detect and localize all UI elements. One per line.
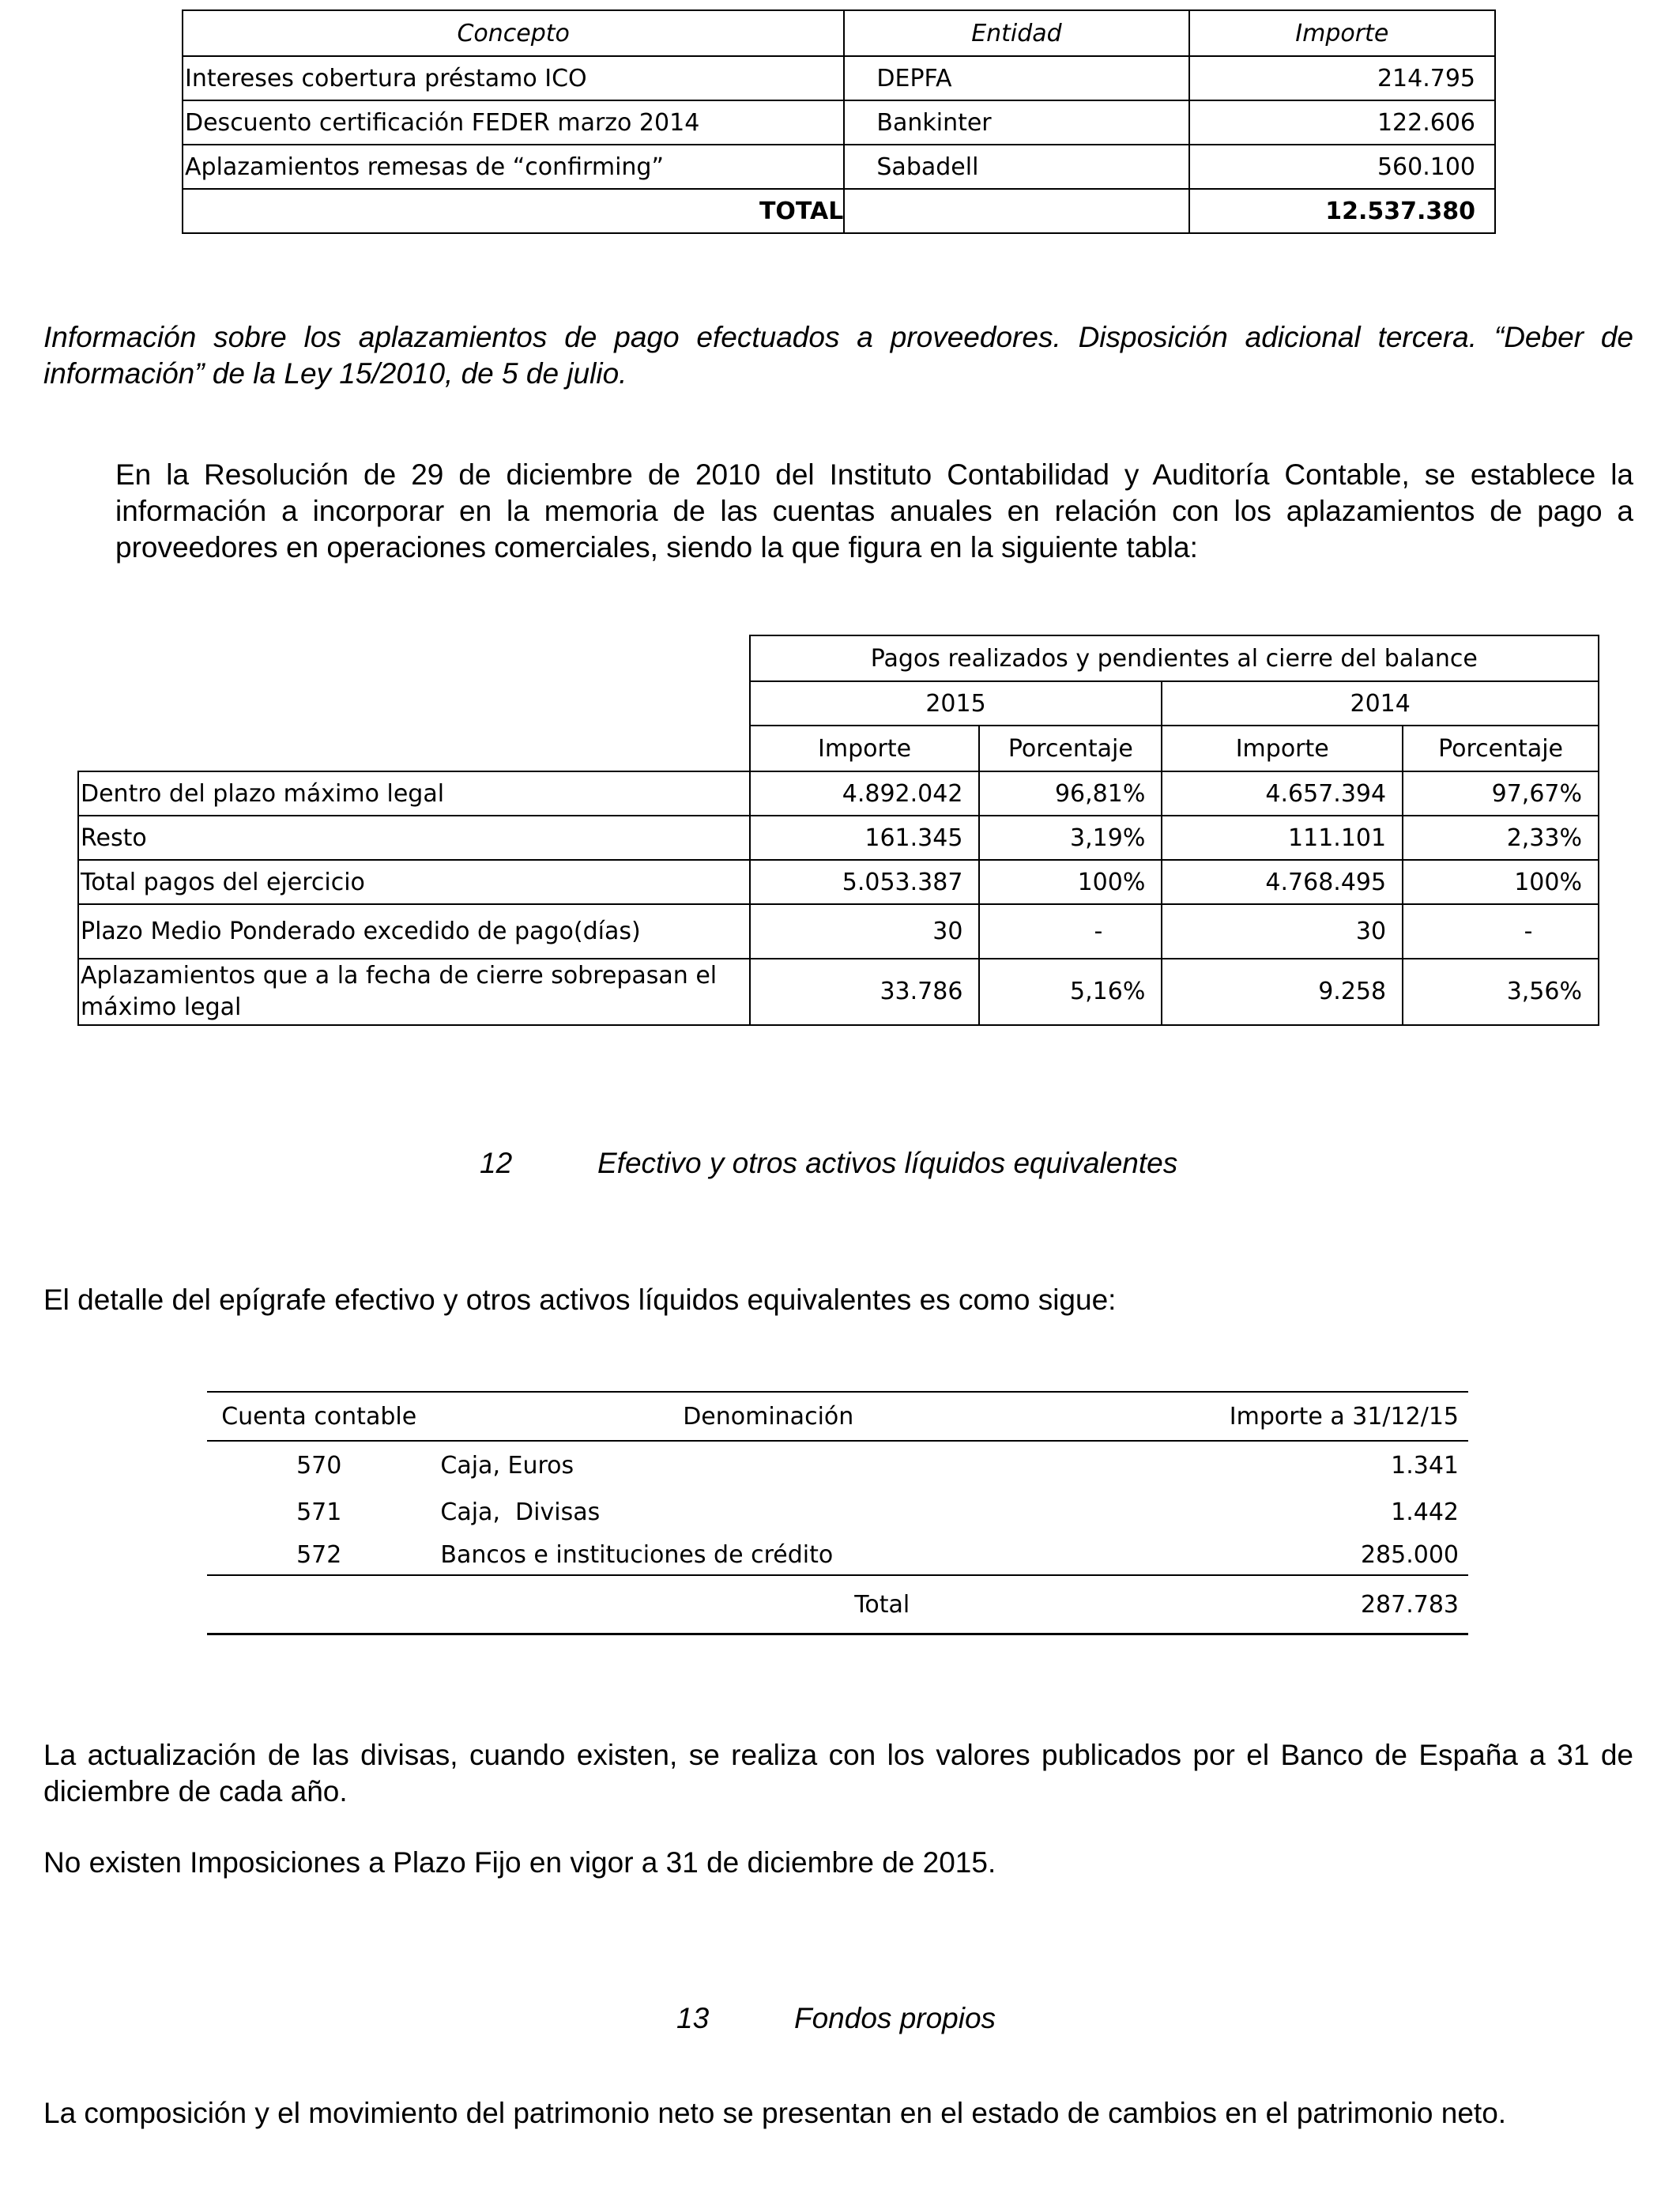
porcentaje-cell: 3,19% [979,816,1162,860]
prestamos-table [182,9,1496,234]
empty-cell [78,681,750,726]
paragraph-line: En la Resolución de 29 de diciembre de 2010 del Instituto Contabilidad y Auditoría Contable, se establece la [115,458,1633,491]
column-header: Importe [1162,726,1403,771]
entidad-cell: Bankinter [844,100,1188,145]
importe-cell: 4.768.495 [1162,860,1403,904]
porcentaje-cell: 100% [1403,860,1599,904]
info-heading-line: información” de la Ley 15/2010, de 5 de julio. [43,357,627,390]
table-title: Pagos realizados y pendientes al cierre del balance [750,635,1599,681]
table-row [78,771,1599,816]
porcentaje-cell: 2,33% [1403,816,1599,860]
aplazamientos-table [77,635,1599,1026]
table-row [207,1441,1468,1489]
table-header-row [207,1392,1468,1441]
concepto-cell: Descuento certificación FEDER marzo 2014 [183,100,844,145]
empty-cell [207,1575,431,1634]
row-label: Resto [78,816,750,860]
table-row [78,816,1599,860]
table-header-row [78,635,1599,681]
porcentaje-cell: 3,56% [1403,959,1599,1025]
importe-cell: 9.258 [1162,959,1403,1025]
importe-cell: 1.442 [1391,1498,1459,1526]
row-label: Plazo Medio Ponderado excedido de pago(días) [78,904,750,959]
section-number: 13 [676,2002,710,2034]
table-row [78,860,1599,904]
row-label-line: máximo legal [81,993,242,1021]
info-heading-line: Información sobre los aplazamientos de pago efectuados a proveedores. Disposición adicional tercera. “Deber de [43,321,1633,353]
cuenta-cell: 570 [296,1451,342,1480]
importe-cell: 111.101 [1162,816,1403,860]
table-row [78,959,1599,1025]
total-value: 287.783 [1106,1575,1468,1634]
porcentaje-cell: 5,16% [979,959,1162,1025]
empty-cell [78,635,750,681]
table-header-row [78,726,1599,771]
denominacion-cell: Bancos e instituciones de crédito [431,1535,1106,1575]
importe-cell: 285.000 [1106,1535,1468,1575]
table-row [207,1489,1468,1535]
entidad-cell: DEPFA [844,56,1188,100]
total-row [207,1575,1468,1634]
row-label [78,959,750,1025]
denominacion-cell: Caja, Divisas [440,1498,601,1526]
importe-cell: 4.657.394 [1162,771,1403,816]
paragraph-line: diciembre de cada año. [43,1775,348,1808]
importe-cell: 4.892.042 [750,771,980,816]
section-title: Fondos propios [794,2002,996,2034]
importe-cell: 214.795 [1189,56,1495,100]
importe-cell: 1.341 [1391,1451,1459,1480]
cuenta-cell: 572 [207,1535,431,1575]
porcentaje-cell: - [1403,904,1599,959]
patrimonio-paragraph: La composición y el movimiento del patrimonio neto se presentan en el estado de cambios en el patrimonio neto. [43,2097,1507,2129]
info-heading [43,319,1633,392]
column-header: Importe [750,726,980,771]
total-label: TOTAL [183,189,844,233]
column-header: Porcentaje [1403,726,1599,771]
importe-cell: 30 [1162,904,1403,959]
importe-cell: 560.100 [1189,145,1495,189]
concepto-cell: Intereses cobertura préstamo ICO [183,56,844,100]
table-row [183,145,1495,189]
column-header: Importe a 31/12/15 [1106,1392,1468,1441]
column-header: Denominación [431,1392,1106,1441]
porcentaje-cell: 96,81% [979,771,1162,816]
empty-cell [844,189,1188,233]
importe-cell: 122.606 [1189,100,1495,145]
total-value: 12.537.380 [1189,189,1495,233]
column-header: Concepto [183,10,844,56]
importe-cell: 161.345 [750,816,980,860]
row-label: Total pagos del ejercicio [78,860,750,904]
resolution-paragraph [115,457,1633,566]
column-header: Importe [1189,10,1495,56]
empty-cell [78,726,750,771]
paragraph-line: La actualización de las divisas, cuando existen, se realiza con los valores publicados por el Banco de España a 31 de [43,1739,1633,1771]
table-row [183,100,1495,145]
year-header: 2015 [750,681,1162,726]
plazo-fijo-paragraph: No existen Imposiciones a Plazo Fijo en vigor a 31 de diciembre de 2015. [43,1846,996,1879]
table-header-row [183,10,1495,56]
importe-cell: 33.786 [750,959,980,1025]
table-row [207,1535,1468,1575]
importe-cell: 30 [750,904,980,959]
row-label-line: Aplazamientos que a la fecha de cierre sobrepasan el [81,962,718,990]
denominacion-cell: Caja, Euros [440,1451,574,1480]
table-row [183,56,1495,100]
importe-cell: 5.053.387 [750,860,980,904]
column-header: Cuenta contable [207,1392,431,1441]
efectivo-table [207,1391,1468,1635]
column-header: Entidad [844,10,1188,56]
table-row [78,904,1599,959]
table-header-row [78,681,1599,726]
total-row [183,189,1495,233]
entidad-cell: Sabadell [844,145,1188,189]
concepto-cell: Aplazamientos remesas de “confirming” [183,145,844,189]
row-label: Dentro del plazo máximo legal [78,771,750,816]
total-label: Total [431,1575,1106,1634]
porcentaje-cell: 97,67% [1403,771,1599,816]
efectivo-intro: El detalle del epígrafe efectivo y otros activos líquidos equivalentes es como sigue: [43,1284,1117,1316]
section-number: 12 [480,1147,513,1179]
cuenta-cell: 571 [296,1498,342,1526]
paragraph-line: proveedores en operaciones comerciales, siendo la que figura en la siguiente tabla: [115,531,1198,564]
section-title: Efectivo y otros activos líquidos equivalentes [597,1147,1178,1179]
divisas-paragraph [43,1737,1633,1810]
year-header: 2014 [1162,681,1599,726]
porcentaje-cell: - [979,904,1162,959]
porcentaje-cell: 100% [979,860,1162,904]
column-header: Porcentaje [979,726,1162,771]
paragraph-line: información a incorporar en la memoria de las cuentas anuales en relación con los aplazamientos de pago a [115,495,1633,527]
